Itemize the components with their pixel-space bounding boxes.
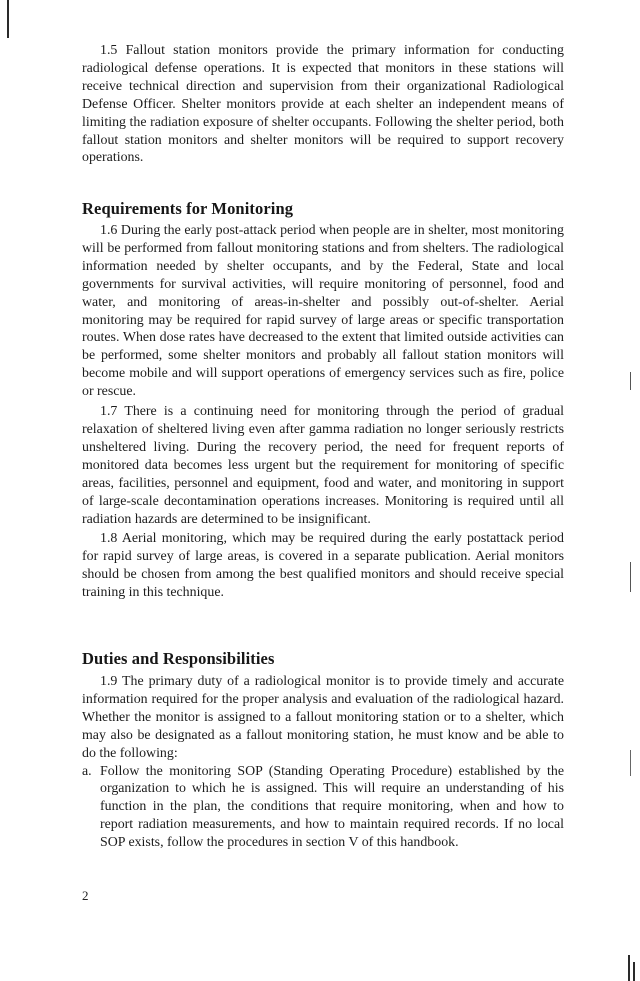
heading-requirements-for-monitoring: Requirements for Monitoring <box>82 199 294 218</box>
scan-edge-mark-right-2 <box>630 562 631 592</box>
paragraph-1-9: 1.9 The primary duty of a radiological monitor is to provide timely and accurate information required for the proper analysis and evaluation of the radiological hazard. Whether the monitor is assigned to a fallout monitoring station or to a shelter, which may also be designated as a fallout monitoring station, he must know and be able to do the following: <box>82 674 564 761</box>
list-item-a <box>82 763 564 853</box>
paragraph-1-5: 1.5 Fallout station monitors provide the primary information for conducting radiological defense operations. It is expected that monitors in these stations will receive technical direction and supervision from their organizational Radiological Defense Officer. Shelter monitors provide at each shelter an independent means of limiting the radiation exposure of shelter occupants. Following the shelter period, both fallout station monitors and shelter monitors will be required to support recovery operations. <box>82 43 564 166</box>
section-requirements <box>82 222 564 602</box>
section-duties <box>82 673 564 852</box>
scan-edge-mark-bottom-right-2 <box>633 962 635 981</box>
heading-duties-and-responsibilities: Duties and Responsibilities <box>82 649 275 668</box>
paragraph-1-8: 1.8 Aerial monitoring, which may be required during the early postattack period for rapid survey of large areas, is covered in a separate publication. Aerial monitors should be chosen from among the best qualified monitors and should receive special training in this technique. <box>82 531 564 601</box>
scan-edge-mark-right-1 <box>630 372 631 390</box>
section-intro <box>82 42 564 167</box>
scan-edge-mark-right-3 <box>630 750 631 776</box>
scan-edge-mark-bottom-right <box>628 955 630 981</box>
list-marker: a. <box>82 763 92 779</box>
scan-edge-mark-top-left <box>7 0 9 38</box>
page-number: 2 <box>82 888 89 903</box>
paragraph-1-6: 1.6 During the early post-attack period when people are in shelter, most monitoring will be performed from fallout monitoring stations and from shelters. The radiological information needed by shelter occupants, and by the Federal, State and local governments for survival activities, will require monitoring of personnel, food and water, and monitoring of areas-in-shelter and possibly out-of-shelter. Aerial monitoring may be required for rapid survey of large areas or specific transportation routes. When dose rates have decreased to the extent that limited outside activities can be performed, some shelter monitors and probably all fallout station monitors will become mobile and will support operations of emergency services such as fire, police or rescue. <box>82 223 564 400</box>
paragraph-1-7: 1.7 There is a continuing need for monitoring through the period of gradual relaxation of sheltered living even after gamma radiation no longer seriously restricts unsheltered living. During the recovery period, the need for frequent reports of monitored data becomes less urgent but the requirement for monitoring of specific areas, facilities, personnel and equipment, food and water, and monitoring in support of large-scale decontamination operations increases. Monitoring is required until all radiation hazards are determined to be insignificant. <box>82 404 564 527</box>
list-item-text: Follow the monitoring SOP (Standing Operating Procedure) established by the organization to which he is assigned. This will require an understanding of his function in the plan, the conditions that require monitoring, when and how to report radiation measurements, and how to maintain required records. If no local SOP exists, follow the procedures in section V of this handbook. <box>100 763 564 851</box>
